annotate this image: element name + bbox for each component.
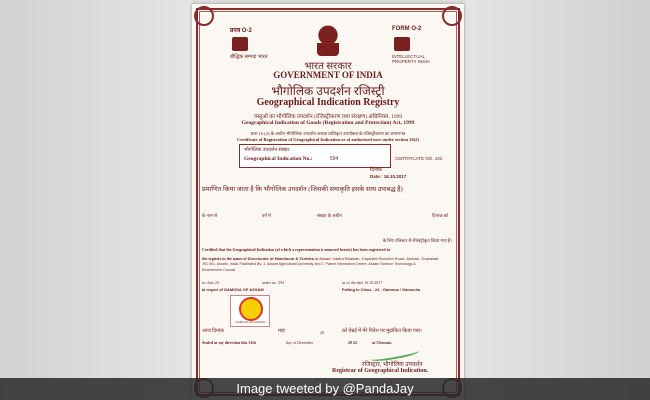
issue-date: Date : 16.10.2017 — [370, 174, 407, 179]
falling-in-class: Falling in Class - 24 - Gamosa / Gamocha — [342, 287, 421, 292]
registrar-title-en: Registrar of Geographical Indication. — [332, 368, 429, 374]
registry-title-hi: भौगोलिक उपदर्शन रजिस्ट्री — [271, 84, 385, 98]
gi-name: GAMOSA OF ASSAM — [223, 287, 264, 292]
logo-right-text: INTELLECTUAL PROPERTY INDIA — [392, 54, 430, 64]
act-title-en: Geographical Indication of Goods (Registration and Protection) Act, 1999 — [241, 120, 415, 126]
background-left — [0, 0, 192, 400]
today-date-label-hi: आज दिनांक — [202, 329, 224, 334]
act-title-hi: वस्तुओं का भौगोलिक उपदर्शन (रजिस्ट्रीकरण तथा संरक्षण) अधिनियम, 1999 — [253, 114, 403, 120]
section-hi: धारा 16 (2) के अधीन भौगोलिक उपदर्शन अथवा प्राधिकृत उपयोक्ता के रजिस्ट्रीकरण का प्रमाणपत्र — [250, 131, 406, 136]
form-label-en: FORM O-2 — [392, 26, 422, 32]
certified-text-hi: प्रमाणित किया जाता है कि भौगोलिक उपदर्शन (जिसकी समाकृति इसके साथ उपाबद्ध है) — [202, 186, 403, 193]
gi-number-label-hi: भौगोलिक उपदर्शन संख्या: — [244, 148, 291, 153]
month-label-hi: माह — [278, 329, 285, 334]
number-label-hi: संख्या के अधीन — [317, 213, 343, 218]
ip-india-logo-icon — [394, 37, 410, 51]
register-address-3: Environment Council — [202, 268, 236, 272]
gi-logo-emblem-icon — [239, 297, 263, 321]
gi-number: 594 — [330, 156, 339, 162]
corner-ornament — [194, 6, 214, 26]
date-on-label-hi: दिनांक को — [432, 213, 449, 218]
in-class: in class 24 — [202, 280, 219, 285]
date-label-hi: दिनांक — [370, 168, 382, 173]
sealed-text-hi: को चेन्नई में मेरे निदेश पर मुद्रांकित किया गया। — [342, 329, 422, 334]
ip-india-logo-icon — [232, 37, 248, 51]
gi-number-label: Geographical Indication No.: — [244, 156, 313, 162]
register-name: Directorate of Handloom & Textiles — [247, 256, 315, 261]
register-label: the register in the name of — [202, 256, 247, 261]
govt-title-en: GOVERNMENT OF INDIA — [273, 70, 383, 80]
year-prefix: 20 — [320, 330, 324, 335]
registered-text-hi: के लिए रजिस्टर में रजिस्ट्रीकृत किया गया है। — [382, 238, 452, 243]
gamosa-gi-logo — [230, 295, 270, 327]
name-label-hi: के नाम से — [202, 213, 218, 218]
registry-title-en: Geographical Indication Registry — [256, 97, 400, 108]
register-address-1: at Assam Vastra Bhawan, Gopinath Bordoloi Road, Ambari, Guwahati - — [315, 256, 441, 261]
day-of-month: day of December — [286, 340, 314, 345]
gi-logo-caption: GAMOSA OF ASSAM — [235, 320, 265, 324]
logo-left-text: बौद्धिक सम्पदा भारत — [230, 54, 268, 60]
corner-ornament — [442, 6, 462, 26]
certificate-number: CERTIFICATE NO. 432 — [395, 156, 443, 161]
govt-title-hi: भारत सरकार — [304, 61, 352, 72]
registrar-title-hi: रजिस्ट्रार, भौगोलिक उपदर्शन — [362, 362, 423, 368]
certified-text-en: Certified that the Geographical Indication (of which a representation is annexed hereto) has been registered in — [202, 247, 390, 252]
form-label-hi: प्रपत्र O-2 — [230, 28, 252, 34]
national-emblem-icon — [317, 24, 339, 56]
class-label-hi: वर्ग में — [262, 213, 271, 218]
sealed-text-en: Sealed at my direction this 13th — [202, 340, 256, 345]
section-en: Certificate of Registration of Geographical Indication or of authorised user under section 16(2) — [237, 137, 419, 142]
image-caption: Image tweeted by @PandaJay — [0, 378, 650, 400]
under-number: under no. 594 — [262, 280, 285, 285]
gi-number-box — [239, 144, 391, 168]
as-of-date: as of the date 16.10.2017 — [342, 280, 383, 285]
at-chennai: at Chennai. — [372, 340, 392, 345]
register-address-2: 781 001, Assam, India. Facilitated By: 1. Assam Agricultural University and 2. Patent Information Centre, Assam Science Technology & — [202, 262, 416, 266]
seal-year: 20 22 — [348, 340, 357, 345]
in-respect-label: in respect of — [202, 287, 223, 292]
background-right — [465, 0, 650, 400]
gi-certificate — [192, 4, 464, 400]
